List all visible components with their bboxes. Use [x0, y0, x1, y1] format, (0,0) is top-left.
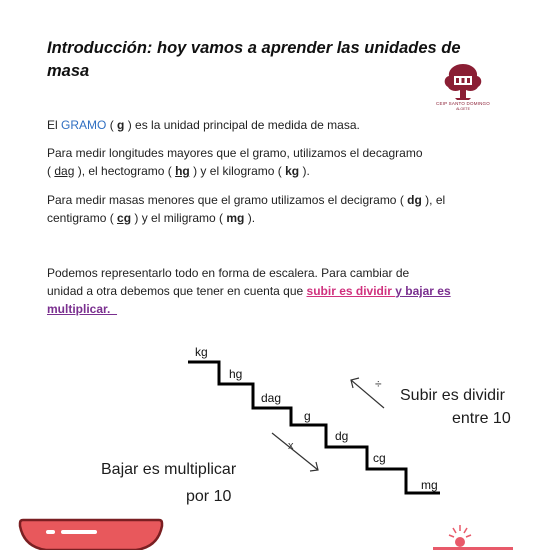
step-label-cg: cg	[373, 451, 386, 465]
unit-g: g	[117, 118, 125, 132]
step-label-dag: dag	[261, 391, 282, 405]
school-name: CEIP SANTO DOMINGO	[436, 101, 490, 106]
bajar-note-line2: por 10	[186, 488, 232, 505]
bowl-icon	[18, 517, 164, 550]
step-label-mg: mg	[421, 478, 438, 492]
unit-mg: mg	[226, 211, 245, 225]
down-arrow-icon	[272, 433, 318, 470]
page-title: Introducción: hoy vamos a aprender las unidades de masa	[47, 39, 461, 80]
paragraph-escalera: Podemos representarlo todo en forma de escalera. Para cambiar de unidad a otra debemos que tener en cuenta que subir es dividir y bajar es multiplicar.	[47, 266, 451, 316]
sun-icon	[433, 520, 513, 550]
paragraph-multiples: Para medir longitudes mayores que el gramo, utilizamos el decagramo ( dag ), el hectogramo ( hg ) y el kilogramo ( kg ).	[47, 146, 423, 178]
bajar-note-line1: Bajar es multiplicar	[101, 461, 237, 478]
bajar-es-multiplicar: bajar es	[401, 284, 451, 298]
step-label-kg: kg	[195, 345, 208, 359]
school-location: ALGETE	[456, 107, 470, 111]
unit-hg: hg	[175, 164, 190, 178]
step-label-g: g	[304, 409, 311, 423]
paragraph-submultiples: Para medir masas menores que el gramo utilizamos el decigramo ( dg ), el centigramo ( cg ) y el miligramo ( mg ).	[47, 193, 446, 225]
unit-cg: cg	[117, 211, 132, 225]
subir-note-line1: Subir es dividir	[400, 387, 505, 404]
subir-es-dividir: subir es dividir	[306, 284, 396, 298]
multiply-symbol: x	[288, 440, 294, 452]
step-label-dg: dg	[335, 429, 349, 443]
divide-symbol: ÷	[375, 377, 382, 391]
subir-note-line2: entre 10	[452, 410, 511, 427]
unit-dag: dag	[54, 164, 75, 178]
paragraph-gramo: El GRAMO ( g ) es la unidad principal de medida de masa.	[47, 118, 360, 132]
step-label-hg: hg	[229, 367, 243, 381]
unit-dg: dg	[407, 193, 422, 207]
gramo-word: GRAMO	[61, 118, 107, 132]
unit-kg: kg	[285, 164, 300, 178]
